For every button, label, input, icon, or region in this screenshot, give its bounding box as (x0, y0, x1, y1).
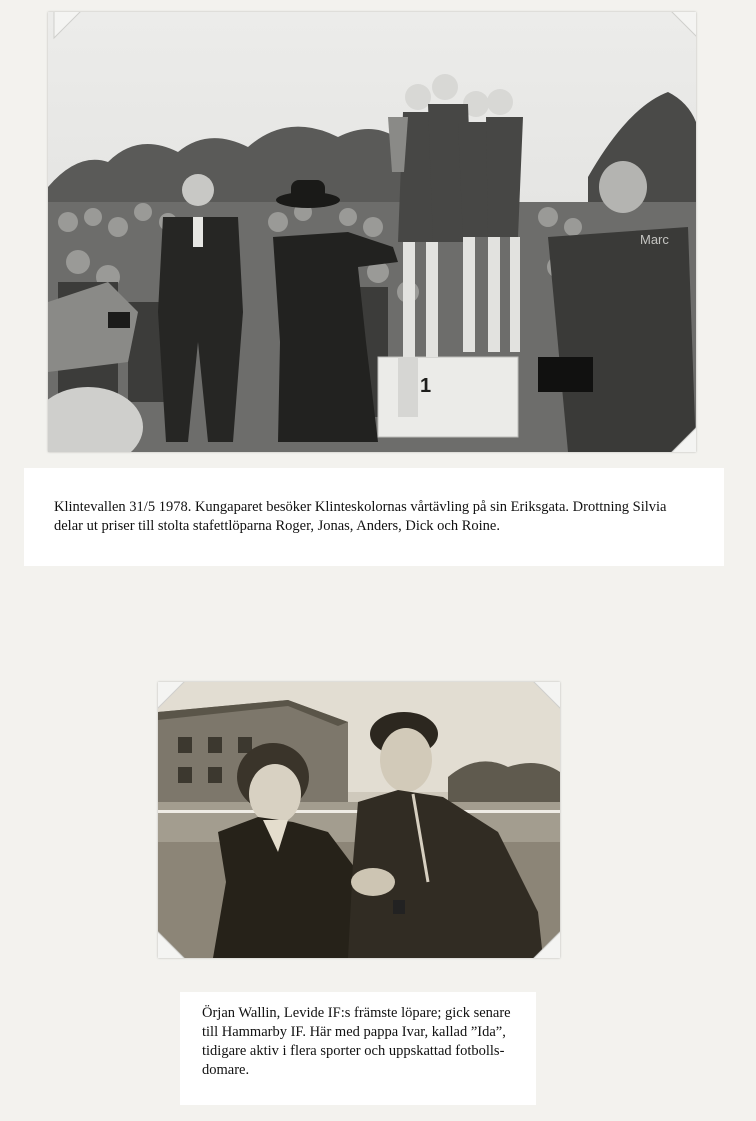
photo-award-ceremony (48, 12, 696, 452)
caption-line: delar ut priser till stolta stafettlöparna Roger, Jonas, Anders, Dick och Roine. (54, 518, 500, 534)
photo-corner-icon (530, 682, 560, 712)
caption-line: Klintevallen 31/5 1978. Kungaparet besöker Klinteskolornas vårtävling på sin Eriksgata. Drottning Silvia (54, 499, 667, 515)
photo-corner-icon (158, 682, 188, 712)
caption-award-ceremony (24, 468, 724, 566)
caption-wallin-father-son (180, 992, 536, 1105)
photo-corner-icon (530, 928, 560, 958)
podium-number: 1 (420, 375, 432, 397)
photo-corner-icon (666, 424, 696, 452)
caption-line: Örjan Wallin, Levide IF:s främste löpare; gick senare (202, 1005, 511, 1021)
photo-wallin-father-son (158, 682, 560, 958)
photo-corner-icon (668, 12, 696, 42)
caption-line: tidigare aktiv i flera sporter och uppskattad fotbolls- (202, 1043, 505, 1059)
photo-corner-icon (158, 928, 188, 958)
caption-line: till Hammarby IF. Här med pappa Ivar, kallad ”Ida”, (202, 1024, 506, 1040)
jacket-text: Marc (640, 232, 669, 247)
caption-line: domare. (202, 1062, 250, 1078)
photo-corner-icon (52, 12, 86, 40)
